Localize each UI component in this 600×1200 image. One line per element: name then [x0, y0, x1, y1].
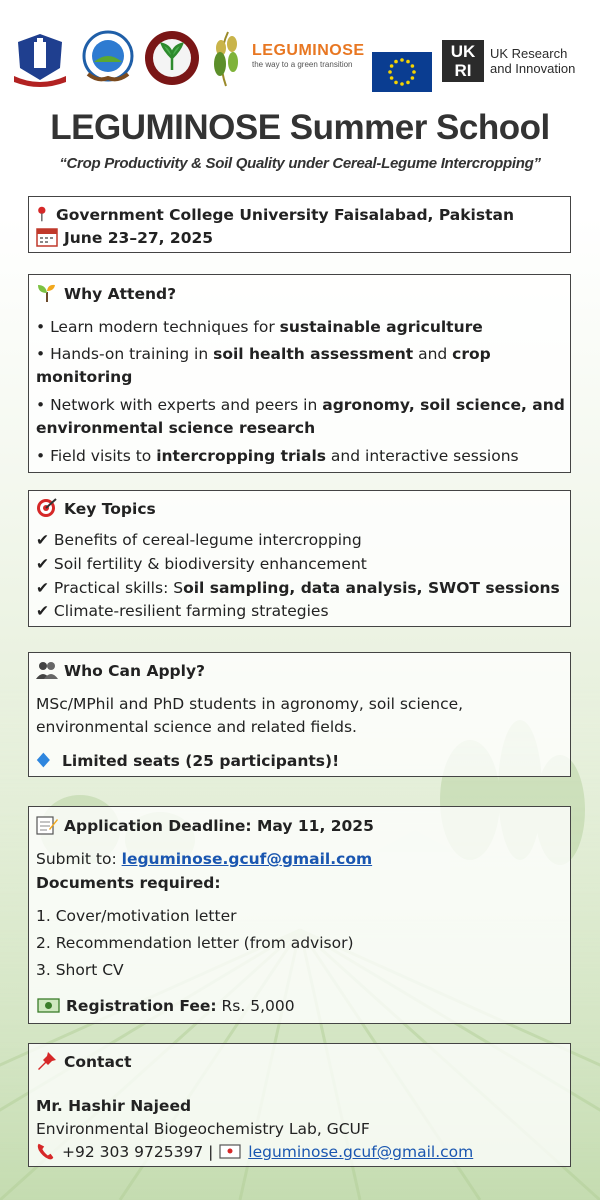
key-topics-heading: Key Topics: [64, 500, 156, 518]
eu-flag-logo: [372, 42, 432, 102]
diamond-icon: [36, 750, 54, 770]
contact-lab: Environmental Biogeochemistry Lab, GCUF: [36, 1120, 370, 1138]
ukri-line1: UK Research: [490, 46, 568, 61]
legume-logo: [206, 28, 246, 88]
why-attend-item: • Network with experts and peers in agronomy, soil science, and: [36, 396, 565, 414]
page-subtitle: “Crop Productivity & Soil Quality under Cereal-Legume Intercropping”: [59, 155, 541, 172]
submit-email-link[interactable]: leguminose.gcuf@gmail.com: [121, 850, 373, 868]
who-apply-line: MSc/MPhil and PhD students in agronomy, soil science,: [36, 695, 464, 713]
why-attend-item-cont: environmental science research: [36, 419, 316, 437]
why-attend-item: • Field visits to intercropping trials and interactive sessions: [36, 447, 519, 465]
leguminose-tagline: the way to a green transition: [252, 60, 353, 69]
why-attend-item: • Learn modern techniques for sustainable agriculture: [36, 318, 483, 336]
pushpin-icon: [36, 1051, 58, 1071]
lab-logo: [142, 28, 202, 88]
contact-box: [28, 1043, 571, 1167]
contact-phone: +92 303 9725397: [62, 1143, 204, 1161]
page-title: LEGUMINOSE Summer School: [50, 108, 550, 147]
ukri-line2: and Innovation: [490, 61, 576, 76]
contact-separator: |: [203, 1143, 219, 1161]
topic-item: ✔ Soil fertility & biodiversity enhancement: [36, 555, 367, 573]
topic-item: ✔ Benefits of cereal-legume intercropping: [36, 531, 362, 549]
contact-name: Mr. Hashir Najeed: [36, 1097, 192, 1115]
document-item: 3. Short CV: [36, 961, 124, 979]
logo-strip: [10, 28, 590, 92]
calendar-icon: [36, 227, 58, 247]
application-box: [28, 806, 571, 1024]
leguminose-brand: LEGUMINOSE: [252, 42, 365, 59]
event-info-box: [28, 196, 571, 253]
who-can-apply-box: [28, 652, 571, 777]
sprout-icon: [36, 283, 58, 303]
submit-label: Submit to:: [36, 850, 122, 868]
contact-email-link[interactable]: leguminose.gcuf@gmail.com: [248, 1143, 474, 1161]
who-apply-heading: Who Can Apply?: [64, 662, 206, 680]
phone-icon: [36, 1141, 56, 1161]
money-icon: [36, 995, 60, 1015]
memo-icon: [36, 815, 58, 835]
fee-value: Rs. 5,000: [216, 997, 295, 1015]
deadline-heading: Application Deadline: May 11, 2025: [64, 817, 374, 835]
gcuf-logo: [10, 28, 70, 88]
limited-seats-text: Limited seats (25 participants)!: [62, 752, 340, 770]
documents-label: Documents required:: [36, 874, 221, 892]
why-attend-heading: Why Attend?: [64, 285, 177, 303]
fee-label: Registration Fee:: [66, 997, 217, 1015]
why-attend-item: • Hands-on training in soil health assessment and crop: [36, 345, 491, 363]
people-icon: [36, 660, 58, 680]
why-attend-box: [28, 274, 571, 473]
leguminose-logo: [252, 42, 364, 102]
event-dates: June 23–27, 2025: [64, 229, 214, 247]
document-item: 1. Cover/motivation letter: [36, 907, 237, 925]
contact-heading: Contact: [64, 1053, 132, 1071]
why-attend-item-cont: monitoring: [36, 368, 133, 386]
event-location: Government College University Faisalabad, Pakistan: [56, 206, 514, 224]
document-item: 2. Recommendation letter (from advisor): [36, 934, 354, 952]
ukri-mark-bottom: RI: [454, 61, 472, 80]
key-topics-box: [28, 490, 571, 627]
dept-logo: [78, 28, 138, 88]
ukri-mark: [442, 40, 484, 82]
pin-icon: [36, 204, 52, 224]
who-apply-line: environmental science and related fields.: [36, 718, 357, 736]
topic-item: ✔ Climate-resilient farming strategies: [36, 602, 329, 620]
topic-item: ✔ Practical skills: Soil sampling, data analysis, SWOT sessions: [36, 579, 560, 597]
email-icon: [218, 1141, 242, 1161]
target-icon: [36, 498, 58, 518]
ukri-text: [490, 46, 575, 106]
ukri-mark-top: UK: [450, 42, 476, 61]
